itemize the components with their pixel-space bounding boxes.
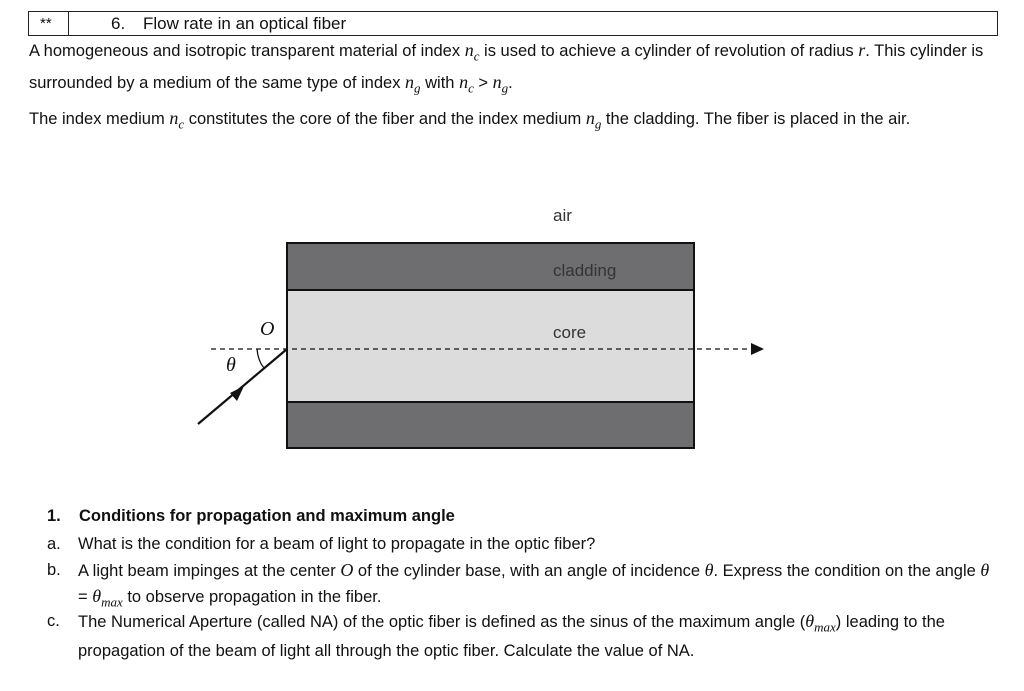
incident-ray-arrowhead: [230, 386, 244, 401]
air-label: air: [553, 206, 572, 225]
origin-label: O: [260, 318, 275, 340]
incident-ray: [198, 349, 287, 424]
exercise-title: Flow rate in an optical fiber: [143, 14, 347, 33]
intro-paragraph-2: The index medium $n_c$ constitutes the core of the fiber and the index medium $n_g$ the cladding. The fiber is placed in the air.: [29, 108, 911, 132]
exercise-header: [28, 11, 998, 36]
angle-arc: [257, 349, 264, 368]
angle-label: θ: [226, 354, 236, 376]
cladding-top: [287, 243, 694, 290]
fiber-diagram: [0, 190, 1024, 470]
cladding-bottom: [287, 402, 694, 448]
cladding-label: cladding: [553, 261, 617, 280]
intro-paragraph-1: A homogeneous and isotropic transparent material of index $n_c$ is used to achieve a cylinder of revolution of radius r. This cylinder is surrounded by a medium of the same type of index $n_g$ with $n_c > n_g$.: [29, 40, 984, 96]
difficulty-stars: **: [29, 12, 69, 35]
axis-arrowhead: [751, 343, 764, 355]
question-part-heading: 1. Conditions for propagation and maximum angle: [47, 507, 455, 525]
exercise-number: 6.: [111, 14, 126, 33]
core-region: [287, 290, 694, 402]
core-label: core: [553, 323, 587, 342]
